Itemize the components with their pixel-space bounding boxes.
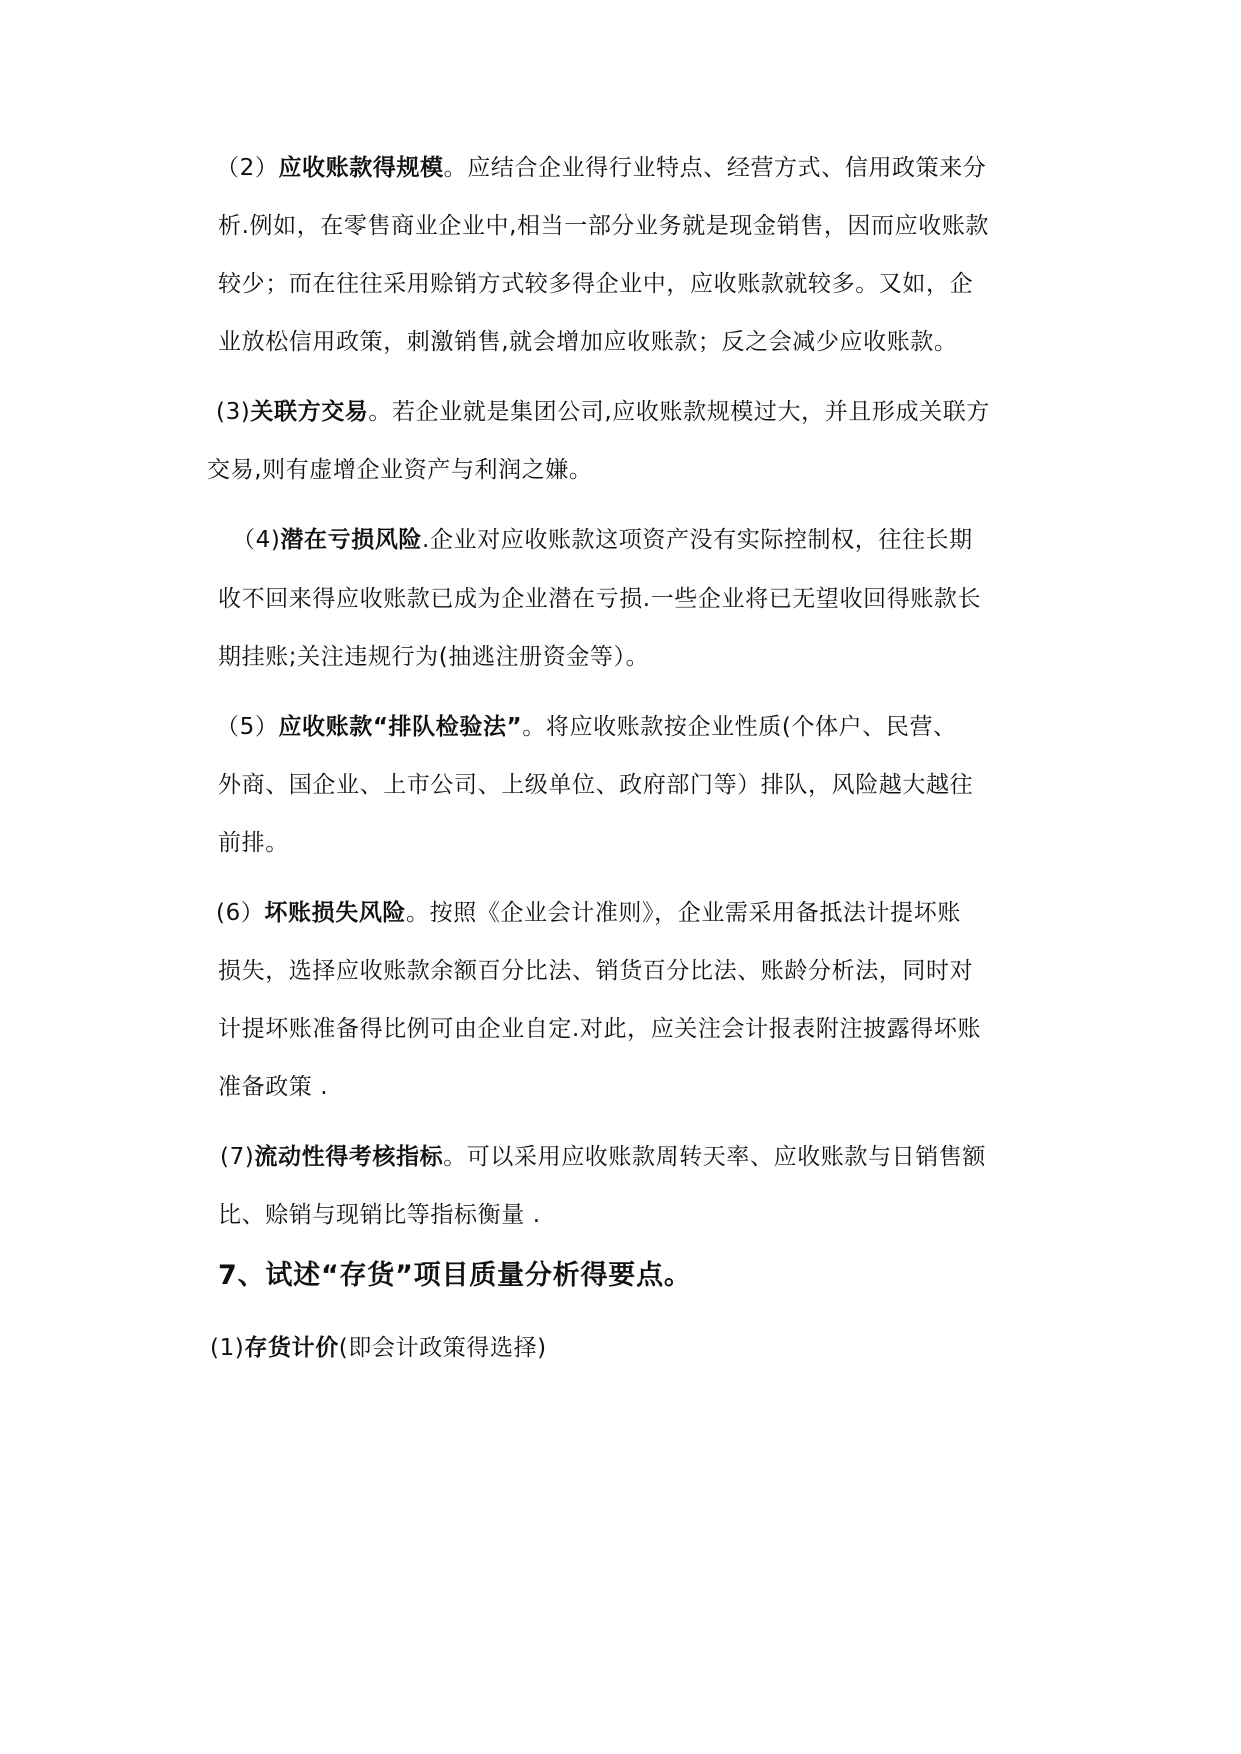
p6-line4: 准备政策 . xyxy=(218,1074,329,1100)
p4-line1 xyxy=(232,525,973,555)
p5-bold-title: 应收账款“排队检验法” xyxy=(278,714,523,740)
p7-bold-title: 流动性得考核指标 xyxy=(254,1144,444,1170)
p6-line3: 计提坏账准备得比例可由企业自定.对此，应关注会计报表附注披露得坏账 xyxy=(218,1016,982,1042)
p7-prefix: (7) xyxy=(220,1144,255,1170)
p2-line1-text: 。应结合企业得行业特点、经营方式、信用政策来分 xyxy=(443,155,987,181)
p3-line2: 交易,则有虚增企业资产与利润之嫌。 xyxy=(207,457,593,483)
p3-line1 xyxy=(216,397,990,427)
p2-line1 xyxy=(216,153,986,183)
p4-prefix: （4) xyxy=(232,527,281,553)
p6-line2: 损失，选择应收账款余额百分比法、销货百分比法、账龄分析法，同时对 xyxy=(218,958,974,984)
s1-text: (即会计政策得选择) xyxy=(338,1335,547,1361)
p2-line2: 析.例如，在零售商业企业中,相当一部分业务就是现金销售，因而应收账款 xyxy=(218,213,990,239)
p4-line1-text: .企业对应收账款这项资产没有实际控制权，往往长期 xyxy=(422,527,973,553)
p2-line3: 较少；而在往往采用赊销方式较多得企业中，应收账款就较多。又如，企 xyxy=(218,271,974,297)
p3-line1-text: 。若企业就是集团公司,应收账款规模过大，并且形成关联方 xyxy=(368,399,990,425)
p7-line1 xyxy=(220,1142,986,1172)
p5-line3: 前排。 xyxy=(218,830,289,856)
p5-line1-text: 。将应收账款按企业性质(个体户、民营、 xyxy=(522,714,957,740)
p5-line2: 外商、国企业、上市公司、上级单位、政府部门等）排队，风险越大越往 xyxy=(218,772,974,798)
s1-line1 xyxy=(210,1333,547,1363)
p7-line1-text: 。可以采用应收账款周转天率、应收账款与日销售额 xyxy=(443,1144,987,1170)
p4-line2: 收不回来得应收账款已成为企业潜在亏损.一些企业将已无望收回得账款长 xyxy=(218,586,982,612)
s1-prefix: (1) xyxy=(210,1335,245,1361)
p6-line1 xyxy=(216,898,961,928)
p5-line1 xyxy=(216,712,957,742)
p2-prefix: （2） xyxy=(216,155,279,181)
section-heading-7: 7、试述“存货”项目质量分析得要点。 xyxy=(218,1260,692,1291)
p7-line2: 比、赊销与现销比等指标衡量 . xyxy=(218,1202,541,1228)
p2-line4: 业放松信用政策，刺激销售,就会增加应收账款；反之会减少应收账款。 xyxy=(218,329,958,355)
p6-line1-text: 。按照《企业会计准则》，企业需采用备抵法计提坏账 xyxy=(406,900,961,926)
s1-bold-title: 存货计价 xyxy=(244,1335,339,1361)
p6-bold-title: 坏账损失风险 xyxy=(264,900,407,926)
p5-prefix: （5） xyxy=(216,714,279,740)
p4-bold-title: 潜在亏损风险 xyxy=(280,527,423,553)
p3-prefix: (3) xyxy=(216,399,251,425)
p2-bold-title: 应收账款得规模 xyxy=(278,155,444,181)
p4-line3: 期挂账;关注违规行为(抽逃注册资金等）。 xyxy=(218,644,650,670)
p3-bold-title: 关联方交易 xyxy=(250,399,369,425)
p6-prefix: (6） xyxy=(216,900,265,926)
